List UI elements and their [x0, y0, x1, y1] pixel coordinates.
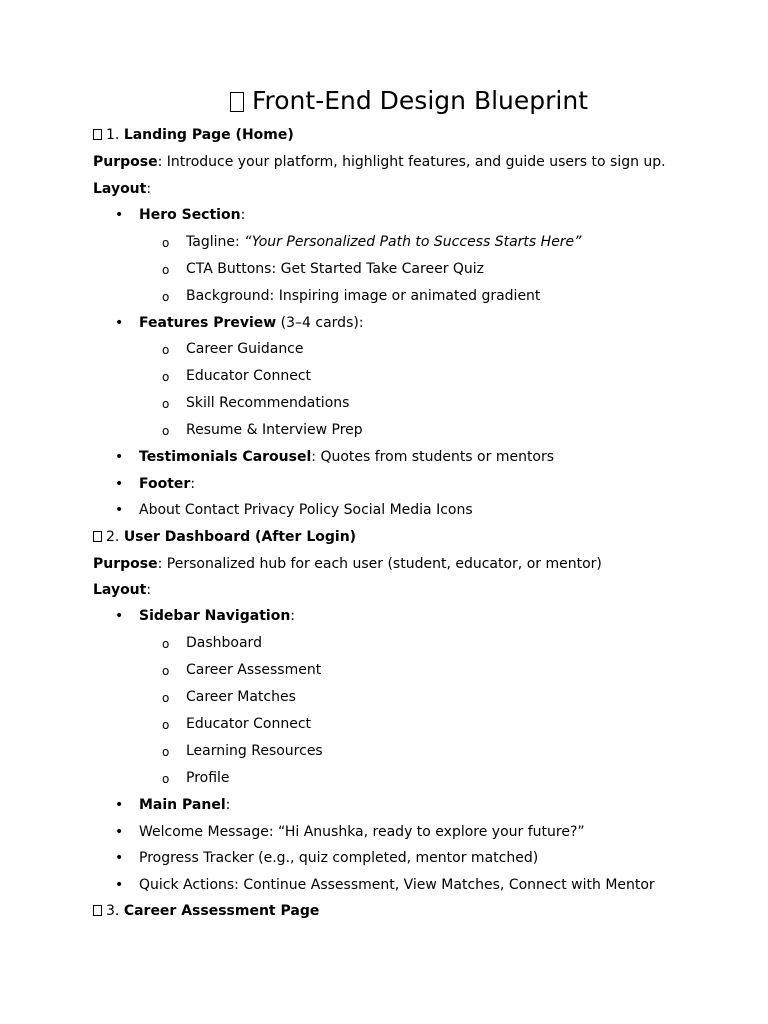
item-text: Career Matches	[186, 689, 296, 705]
item-text: Learning Resources	[186, 743, 323, 759]
sub-bullet-icon: o	[162, 718, 170, 732]
list-item	[115, 475, 196, 493]
section-number: 1.	[106, 127, 120, 143]
sub-bullet-icon: o	[162, 637, 170, 651]
bullet-icon: •	[115, 476, 124, 492]
sub-list-item	[162, 715, 312, 733]
sub-bullet-icon: o	[162, 664, 170, 678]
sub-bullet-icon: o	[162, 397, 170, 411]
sub-bullet-icon: o	[162, 290, 170, 304]
item-text: Quick Actions: Continue Assessment, View Matches, Connect with Mentor	[139, 877, 655, 893]
bullet-icon: •	[115, 449, 124, 465]
item-text: Progress Tracker (e.g., quiz completed, mentor matched)	[139, 850, 539, 866]
item-text: Background: Inspiring image or animated gradient	[186, 288, 541, 304]
sub-bullet-icon: o	[162, 343, 170, 357]
sub-bullet-icon: o	[162, 745, 170, 759]
item-text: Career Guidance	[186, 341, 304, 357]
tagline-text: “Your Personalized Path to Success Starts Here”	[244, 234, 582, 250]
item-text: Resume & Interview Prep	[186, 422, 363, 438]
sub-bullet-icon: o	[162, 424, 170, 438]
colon: :	[290, 608, 295, 624]
layout-label: Layout	[93, 181, 147, 197]
emoji-placeholder-icon	[93, 905, 102, 916]
sub-list-item	[162, 769, 230, 787]
purpose-line	[93, 555, 602, 573]
section-1-heading	[93, 126, 294, 144]
item-text: Welcome Message: “Hi Anushka, ready to explore your future?”	[139, 824, 585, 840]
sub-bullet-icon: o	[162, 236, 170, 250]
bullet-icon: •	[115, 207, 124, 223]
list-item	[115, 796, 231, 814]
item-label: Testimonials Carousel	[139, 449, 312, 465]
sub-bullet-icon: o	[162, 772, 170, 786]
bullet-icon: •	[115, 824, 124, 840]
sub-bullet-icon: o	[162, 263, 170, 277]
bullet-icon: •	[115, 797, 124, 813]
sub-list-item	[162, 367, 312, 385]
list-item	[115, 448, 555, 466]
bullet-icon: •	[115, 608, 124, 624]
list-item	[115, 206, 246, 224]
item-label: Main Panel	[139, 797, 226, 813]
colon: :	[190, 476, 196, 492]
sub-list-item	[162, 287, 541, 305]
list-item	[115, 607, 295, 625]
sub-list-item	[162, 260, 485, 278]
purpose-text: : Personalized hub for each user (student, educator, or mentor)	[157, 556, 602, 572]
item-text: (3–4 cards):	[276, 315, 364, 331]
page-title	[0, 86, 768, 116]
title-text: Front-End Design Blueprint	[251, 86, 589, 115]
item-text: Educator Connect	[186, 716, 312, 732]
sub-list-item	[162, 742, 323, 760]
colon: :	[146, 181, 152, 197]
bullet-icon: •	[115, 502, 124, 518]
item-text: CTA Buttons: Get Started Take Career Quiz	[186, 261, 485, 277]
emoji-placeholder-icon	[93, 531, 102, 542]
item-label: Footer	[139, 476, 191, 492]
colon: :	[225, 797, 231, 813]
item-text: Educator Connect	[186, 368, 312, 384]
emoji-placeholder-icon	[93, 129, 102, 140]
bullet-icon: •	[115, 877, 124, 893]
section-number: 3.	[106, 903, 120, 919]
item-label: Sidebar Navigation	[139, 608, 291, 624]
item-text: Skill Recommendations	[186, 395, 350, 411]
sub-bullet-icon: o	[162, 691, 170, 705]
sub-list-item	[162, 394, 350, 412]
section-number: 2.	[106, 529, 120, 545]
purpose-label: Purpose	[93, 556, 158, 572]
list-item	[115, 876, 655, 894]
item-label: Features Preview	[139, 315, 277, 331]
sub-list-item	[162, 421, 363, 439]
section-title: Landing Page (Home)	[123, 127, 294, 143]
bullet-icon: •	[115, 850, 124, 866]
sub-list-item	[162, 233, 582, 251]
item-text: Profile	[186, 770, 230, 786]
layout-line	[93, 180, 151, 198]
section-2-heading	[93, 528, 356, 546]
list-item	[115, 501, 473, 519]
list-item	[115, 314, 364, 332]
item-text: : Quotes from students or mentors	[311, 449, 555, 465]
sub-list-item	[162, 661, 322, 679]
list-item	[115, 849, 539, 867]
section-title: Career Assessment Page	[123, 903, 320, 919]
item-label: Hero Section	[139, 207, 241, 223]
colon: :	[146, 582, 152, 598]
colon: :	[240, 207, 246, 223]
sub-list-item	[162, 634, 262, 652]
layout-label: Layout	[93, 582, 147, 598]
item-text: Career Assessment	[186, 662, 322, 678]
bullet-icon: •	[115, 315, 124, 331]
purpose-label: Purpose	[93, 154, 158, 170]
item-text: About Contact Privacy Policy Social Media Icons	[139, 502, 473, 518]
sub-bullet-icon: o	[162, 370, 170, 384]
section-3-heading	[93, 902, 319, 920]
sub-list-item	[162, 688, 296, 706]
purpose-line	[93, 153, 666, 171]
section-title: User Dashboard (After Login)	[123, 529, 357, 545]
item-text: Dashboard	[186, 635, 262, 651]
emoji-placeholder-icon	[230, 92, 244, 112]
tagline-label: Tagline:	[186, 234, 245, 250]
purpose-text: : Introduce your platform, highlight features, and guide users to sign up.	[157, 154, 666, 170]
list-item	[115, 823, 585, 841]
layout-line	[93, 581, 151, 599]
sub-list-item	[162, 340, 304, 358]
